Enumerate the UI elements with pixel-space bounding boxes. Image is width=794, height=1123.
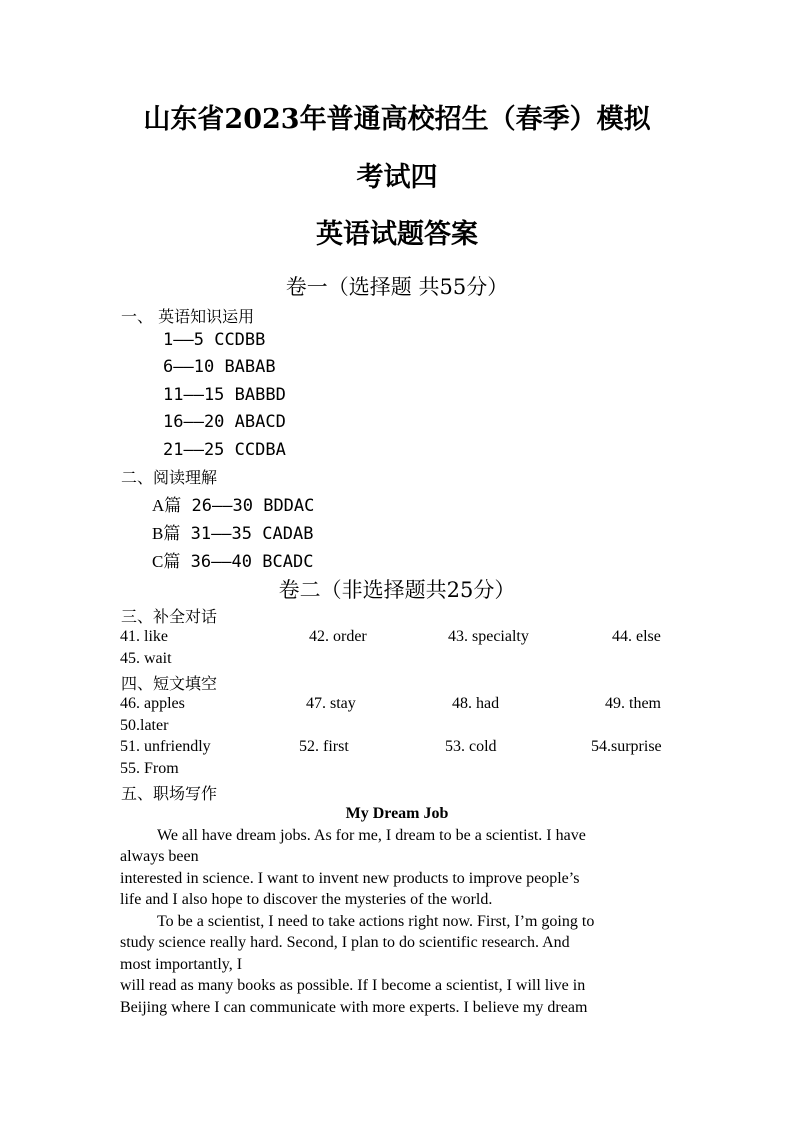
answer-row [163,385,286,405]
answer-54: 54.surprise [591,738,662,755]
answer-range: 26——30 [191,496,253,516]
essay-line: interested in science. I want to invent new products to improve people’s [120,870,580,887]
passage-label: B篇 [152,524,181,543]
essay-line: study science really hard. Second, I plan to do scientific research. And [120,934,570,951]
passage-label: A篇 [152,496,182,515]
essay-line: To be a scientist, I need to take actions right now. First, I’m going to [157,913,595,930]
answer-43: 43. specialty [448,628,529,645]
answer-letters: CCDBA [234,440,286,460]
answer-letters: BABAB [224,357,276,377]
answer-letters: CADAB [262,524,314,544]
answer-letters: CCDBB [214,330,266,350]
answer-52: 52. first [299,738,349,755]
reading-answer-row [152,547,313,572]
reading-answer-row [152,519,313,544]
essay-line: Beijing where I can communicate with more experts. I believe my dream [120,999,588,1016]
essay-line: We all have dream jobs. As for me, I dream to be a scientist. I have [157,827,586,844]
document-title-line3: 英语试题答案 [316,219,478,250]
answer-49: 49. them [605,695,661,712]
answer-45: 45. wait [120,650,172,667]
answer-range: 11——15 [163,385,225,405]
answer-47: 47. stay [306,695,356,712]
essay-line: life and I also hope to discover the mysteries of the world. [120,891,493,908]
answer-range: 36——40 [190,552,253,572]
answer-letters: ABACD [234,412,286,432]
answer-51: 51. unfriendly [120,738,211,755]
essay-line: always been [120,848,199,865]
answer-55: 55. From [120,760,179,777]
answer-row [163,330,265,350]
answer-53: 53. cold [445,738,497,755]
reading-answer-row [152,491,314,516]
section2-heading: 二、阅读理解 [121,468,218,487]
section1-heading: 一、 英语知识运用 [121,307,255,326]
answer-letters: BABBD [234,385,286,405]
answer-row [163,412,286,432]
part1-title: 卷一（选择题 共55分） [285,275,509,299]
answer-range: 16——20 [163,412,225,432]
answer-44: 44. else [612,628,661,645]
answer-row [163,357,276,377]
document-title-line1: 山东省2023年普通高校招生（春季）模拟 [143,104,651,135]
answer-range: 21——25 [163,440,225,460]
passage-label: C篇 [152,552,181,571]
essay-line: most importantly, I [120,956,243,973]
document-title-line2: 考试四 [356,162,438,193]
answer-46: 46. apples [120,695,185,712]
essay-title: My Dream Job [345,805,449,822]
answer-letters: BCADC [262,552,314,572]
answer-42: 42. order [309,628,367,645]
answer-range: 31——35 [190,524,253,544]
section4-heading: 四、短文填空 [121,674,218,693]
section5-heading: 五、职场写作 [121,784,218,803]
answer-letters: BDDAC [263,496,315,516]
answer-range: 6——10 [163,357,215,377]
essay-line: will read as many books as possible. If I become a scientist, I will live in [120,977,586,994]
section3-heading: 三、补全对话 [121,607,218,626]
answer-50: 50.later [120,717,169,734]
answer-48: 48. had [452,695,500,712]
answer-range: 1——5 [163,330,204,350]
answer-row [163,440,286,460]
answer-41: 41. like [120,628,168,645]
part2-title: 卷二（非选择题共25分） [278,578,516,602]
